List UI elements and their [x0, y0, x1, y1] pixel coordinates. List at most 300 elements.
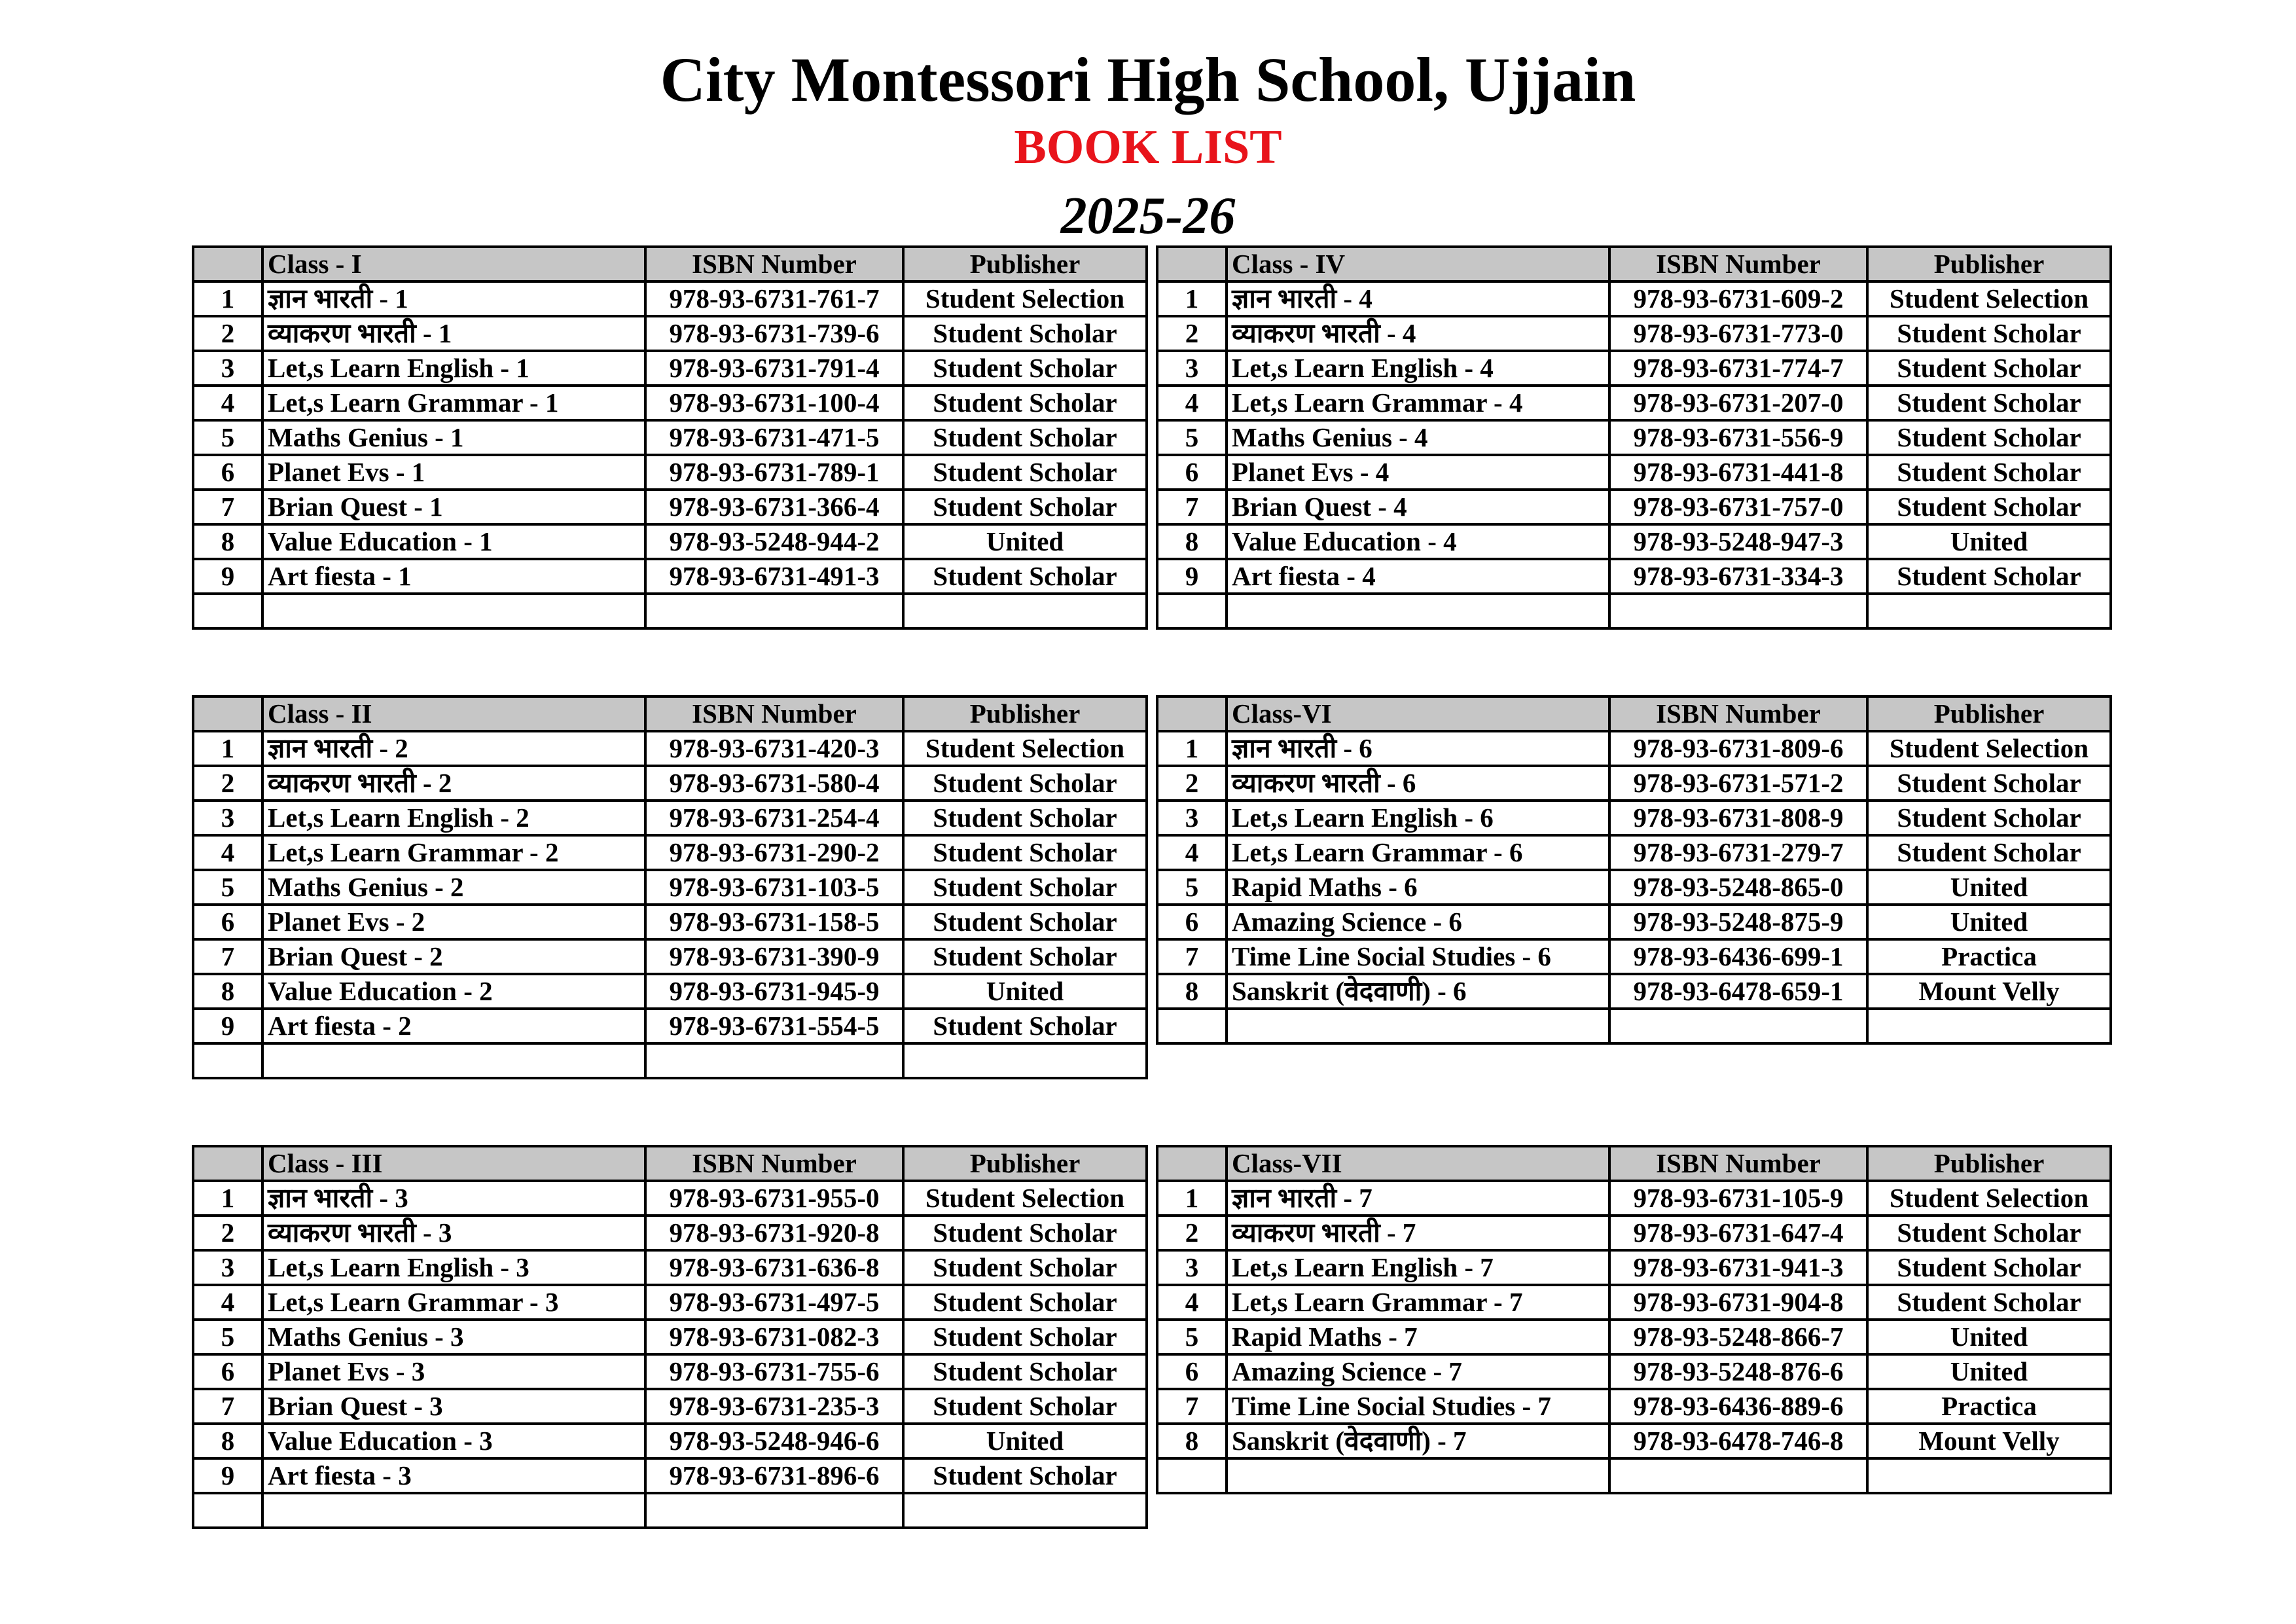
serial-number: 5: [1157, 870, 1227, 905]
table-row: [193, 1216, 1147, 1250]
table-row: [1157, 1354, 2111, 1389]
serial-number: 2: [193, 316, 262, 351]
isbn-number: [645, 1043, 903, 1078]
isbn-number: 978-93-6731-420-3: [645, 731, 903, 766]
school-name: City Montessori High School, Ujjain: [660, 45, 1636, 115]
serial-number: 7: [193, 939, 262, 974]
table-row: [1157, 455, 2111, 490]
serial-number: [1157, 1458, 1227, 1493]
isbn-number: 978-93-5248-946-6: [645, 1424, 903, 1458]
book-title: Sanskrit (वेदवाणी) - 7: [1227, 1424, 1609, 1458]
serial-number: 9: [1157, 559, 1227, 594]
serial-number: 7: [1157, 1389, 1227, 1424]
isbn-number: 978-93-6731-103-5: [645, 870, 903, 905]
publisher: United: [1867, 905, 2111, 939]
publisher: Student Scholar: [1867, 386, 2111, 420]
publisher: United: [1867, 524, 2111, 559]
book-title: [1227, 594, 1609, 628]
table-row: [193, 1181, 1147, 1216]
serial-number: 4: [1157, 1285, 1227, 1320]
book-title: Amazing Science - 7: [1227, 1354, 1609, 1389]
serial-number: [1157, 594, 1227, 628]
publisher: Student Scholar: [903, 1250, 1147, 1285]
publisher: Student Scholar: [903, 316, 1147, 351]
table-row: [1157, 905, 2111, 939]
table-row: [193, 281, 1147, 316]
academic-year: 2025-26: [1060, 187, 1236, 245]
book-title: Planet Evs - 3: [262, 1354, 645, 1389]
publisher-column-header: Publisher: [903, 696, 1147, 731]
book-title: Brian Quest - 4: [1227, 490, 1609, 524]
isbn-number: 978-93-6731-334-3: [1609, 559, 1867, 594]
publisher: Student Scholar: [903, 1354, 1147, 1389]
serial-number: 6: [1157, 905, 1227, 939]
table-row: [193, 316, 1147, 351]
publisher: Student Selection: [903, 281, 1147, 316]
class-label: Class - IV: [1227, 247, 1609, 281]
serial-number: 3: [1157, 1250, 1227, 1285]
table-row: [193, 1458, 1147, 1493]
publisher: United: [1867, 1320, 2111, 1354]
serial-number: 2: [1157, 766, 1227, 801]
publisher: Student Scholar: [903, 386, 1147, 420]
table-row: [1157, 524, 2111, 559]
table-row: [193, 594, 1147, 628]
serial-number: 8: [1157, 1424, 1227, 1458]
book-title: Art fiesta - 2: [262, 1009, 645, 1043]
publisher-column-header: Publisher: [903, 247, 1147, 281]
book-title: Maths Genius - 4: [1227, 420, 1609, 455]
publisher: [1867, 594, 2111, 628]
isbn-number: 978-93-6731-366-4: [645, 490, 903, 524]
table-row: [193, 420, 1147, 455]
publisher: United: [903, 974, 1147, 1009]
publisher-column-header: Publisher: [1867, 247, 2111, 281]
publisher: Student Scholar: [1867, 1285, 2111, 1320]
publisher: Student Selection: [903, 1181, 1147, 1216]
isbn-number: 978-93-6731-290-2: [645, 835, 903, 870]
table-row: [193, 1424, 1147, 1458]
book-title: Let,s Learn Grammar - 1: [262, 386, 645, 420]
serial-number: 8: [1157, 524, 1227, 559]
publisher: Student Scholar: [903, 1458, 1147, 1493]
serial-number: 6: [193, 1354, 262, 1389]
serial-number: 4: [1157, 835, 1227, 870]
isbn-number: 978-93-6731-100-4: [645, 386, 903, 420]
serial-number: 7: [1157, 490, 1227, 524]
serial-number: 2: [1157, 1216, 1227, 1250]
serial-number: 8: [193, 1424, 262, 1458]
table-row: [193, 835, 1147, 870]
isbn-column-header: ISBN Number: [1609, 696, 1867, 731]
serial-number: 1: [1157, 1181, 1227, 1216]
book-title: ज्ञान भारती - 4: [1227, 281, 1609, 316]
publisher: Student Selection: [1867, 731, 2111, 766]
isbn-number: 978-93-6731-571-2: [1609, 766, 1867, 801]
book-title: ज्ञान भारती - 6: [1227, 731, 1609, 766]
document-title: BOOK LIST: [1014, 120, 1282, 174]
table-row: [193, 351, 1147, 386]
table-row: [193, 1285, 1147, 1320]
publisher: United: [1867, 1354, 2111, 1389]
book-title: व्याकरण भारती - 4: [1227, 316, 1609, 351]
serial-number: 1: [1157, 281, 1227, 316]
serial-header: [1157, 696, 1227, 731]
serial-number: 3: [1157, 801, 1227, 835]
isbn-column-header: ISBN Number: [1609, 1146, 1867, 1181]
table-row: [193, 1493, 1147, 1528]
book-title: व्याकरण भारती - 1: [262, 316, 645, 351]
book-title: [262, 1493, 645, 1528]
publisher: Student Scholar: [903, 351, 1147, 386]
serial-number: 2: [193, 766, 262, 801]
isbn-number: 978-93-5248-947-3: [1609, 524, 1867, 559]
publisher: Student Scholar: [1867, 766, 2111, 801]
serial-number: 2: [193, 1216, 262, 1250]
isbn-number: 978-93-6731-254-4: [645, 801, 903, 835]
book-title: Maths Genius - 3: [262, 1320, 645, 1354]
publisher: Student Scholar: [903, 1216, 1147, 1250]
table-row: [1157, 594, 2111, 628]
isbn-number: 978-93-6731-896-6: [645, 1458, 903, 1493]
serial-header: [1157, 1146, 1227, 1181]
isbn-number: 978-93-6731-789-1: [645, 455, 903, 490]
publisher: Student Selection: [1867, 1181, 2111, 1216]
table-row: [1157, 801, 2111, 835]
isbn-number: 978-93-6731-082-3: [645, 1320, 903, 1354]
serial-number: 3: [1157, 351, 1227, 386]
isbn-number: 978-93-6436-699-1: [1609, 939, 1867, 974]
class-label: Class - II: [262, 696, 645, 731]
isbn-column-header: ISBN Number: [645, 247, 903, 281]
publisher: Mount Velly: [1867, 1424, 2111, 1458]
table-row: [193, 939, 1147, 974]
book-title: Brian Quest - 3: [262, 1389, 645, 1424]
table-row: [1157, 559, 2111, 594]
publisher-column-header: Publisher: [1867, 696, 2111, 731]
isbn-number: 978-93-6731-471-5: [645, 420, 903, 455]
isbn-number: 978-93-6731-105-9: [1609, 1181, 1867, 1216]
serial-number: 5: [193, 1320, 262, 1354]
publisher: [1867, 1009, 2111, 1043]
serial-number: 7: [1157, 939, 1227, 974]
isbn-number: 978-93-6731-441-8: [1609, 455, 1867, 490]
publisher: United: [903, 524, 1147, 559]
book-title: Value Education - 1: [262, 524, 645, 559]
isbn-number: 978-93-6731-609-2: [1609, 281, 1867, 316]
serial-number: 1: [193, 281, 262, 316]
table-row: [1157, 1216, 2111, 1250]
serial-header: [1157, 247, 1227, 281]
table-row: [1157, 420, 2111, 455]
isbn-number: 978-93-6436-889-6: [1609, 1389, 1867, 1424]
publisher: Student Scholar: [1867, 835, 2111, 870]
serial-number: 3: [193, 801, 262, 835]
book-title: Value Education - 4: [1227, 524, 1609, 559]
publisher: Student Scholar: [903, 905, 1147, 939]
table-row: [1157, 1320, 2111, 1354]
serial-number: [193, 1043, 262, 1078]
isbn-number: 978-93-6731-791-4: [645, 351, 903, 386]
book-title: Value Education - 3: [262, 1424, 645, 1458]
isbn-number: 978-93-5248-866-7: [1609, 1320, 1867, 1354]
book-title: Let,s Learn Grammar - 7: [1227, 1285, 1609, 1320]
table-row: [1157, 939, 2111, 974]
publisher: Student Scholar: [903, 835, 1147, 870]
serial-number: 5: [1157, 1320, 1227, 1354]
table-row: [193, 1250, 1147, 1285]
serial-number: 6: [193, 455, 262, 490]
serial-number: 5: [1157, 420, 1227, 455]
table-row: [193, 386, 1147, 420]
isbn-number: [1609, 1009, 1867, 1043]
publisher: Student Scholar: [1867, 351, 2111, 386]
book-title: Art fiesta - 4: [1227, 559, 1609, 594]
table-row: [193, 524, 1147, 559]
isbn-number: 978-93-6731-761-7: [645, 281, 903, 316]
book-title: Let,s Learn English - 3: [262, 1250, 645, 1285]
isbn-number: 978-93-6731-491-3: [645, 559, 903, 594]
publisher-column-header: Publisher: [1867, 1146, 2111, 1181]
isbn-number: 978-93-6731-945-9: [645, 974, 903, 1009]
publisher: Practica: [1867, 939, 2111, 974]
book-title: Let,s Learn Grammar - 2: [262, 835, 645, 870]
publisher: Student Scholar: [1867, 1216, 2111, 1250]
class-label: Class-VI: [1227, 696, 1609, 731]
table-row: [193, 905, 1147, 939]
table-row: [193, 766, 1147, 801]
serial-header: [193, 1146, 262, 1181]
book-title: Let,s Learn English - 1: [262, 351, 645, 386]
book-title: Let,s Learn Grammar - 3: [262, 1285, 645, 1320]
table-row: [1157, 731, 2111, 766]
publisher: Student Scholar: [1867, 801, 2111, 835]
table-row: [1157, 974, 2111, 1009]
class-label: Class - III: [262, 1146, 645, 1181]
isbn-number: 978-93-6478-659-1: [1609, 974, 1867, 1009]
isbn-number: [1609, 594, 1867, 628]
table-row: [1157, 1285, 2111, 1320]
isbn-number: 978-93-6731-955-0: [645, 1181, 903, 1216]
table-row: [1157, 386, 2111, 420]
table-row: [193, 1009, 1147, 1043]
table-row: [1157, 1250, 2111, 1285]
publisher: [1867, 1458, 2111, 1493]
serial-number: 5: [193, 870, 262, 905]
serial-number: [193, 594, 262, 628]
book-title: व्याकरण भारती - 6: [1227, 766, 1609, 801]
table-header-row: [193, 1146, 1147, 1181]
table-row: [193, 1043, 1147, 1078]
isbn-number: 978-93-6731-279-7: [1609, 835, 1867, 870]
table-row: [193, 801, 1147, 835]
book-title: Art fiesta - 1: [262, 559, 645, 594]
table-row: [193, 455, 1147, 490]
book-title: Brian Quest - 1: [262, 490, 645, 524]
book-title: व्याकरण भारती - 2: [262, 766, 645, 801]
publisher: Student Selection: [1867, 281, 2111, 316]
book-title: Let,s Learn English - 7: [1227, 1250, 1609, 1285]
serial-number: 6: [1157, 1354, 1227, 1389]
isbn-number: 978-93-6731-774-7: [1609, 351, 1867, 386]
isbn-number: 978-93-5248-865-0: [1609, 870, 1867, 905]
book-title: ज्ञान भारती - 1: [262, 281, 645, 316]
publisher: Student Scholar: [903, 870, 1147, 905]
serial-number: 3: [193, 1250, 262, 1285]
book-title: Value Education - 2: [262, 974, 645, 1009]
table-header-row: [1157, 1146, 2111, 1181]
publisher: Student Scholar: [903, 1009, 1147, 1043]
publisher: Student Scholar: [903, 1389, 1147, 1424]
publisher: Student Scholar: [903, 1320, 1147, 1354]
book-title: Art fiesta - 3: [262, 1458, 645, 1493]
isbn-number: [1609, 1458, 1867, 1493]
book-title: ज्ञान भारती - 3: [262, 1181, 645, 1216]
isbn-number: 978-93-6731-941-3: [1609, 1250, 1867, 1285]
publisher: Student Scholar: [903, 766, 1147, 801]
isbn-number: 978-93-6731-647-4: [1609, 1216, 1867, 1250]
publisher: Student Selection: [903, 731, 1147, 766]
table-row: [1157, 316, 2111, 351]
table-header-row: [193, 696, 1147, 731]
serial-number: 8: [1157, 974, 1227, 1009]
isbn-number: 978-93-5248-875-9: [1609, 905, 1867, 939]
serial-number: 5: [193, 420, 262, 455]
publisher: Student Scholar: [903, 455, 1147, 490]
book-table-class-7: [1156, 1145, 2112, 1494]
serial-number: 8: [193, 974, 262, 1009]
table-header-row: [193, 247, 1147, 281]
book-title: Rapid Maths - 6: [1227, 870, 1609, 905]
book-table-class-3: [192, 1145, 1148, 1529]
isbn-number: 978-93-6731-739-6: [645, 316, 903, 351]
isbn-number: 978-93-5248-944-2: [645, 524, 903, 559]
book-table-class-6: [1156, 695, 2112, 1045]
book-title: [1227, 1458, 1609, 1493]
table-row: [1157, 766, 2111, 801]
publisher: United: [903, 1424, 1147, 1458]
serial-number: 9: [193, 1458, 262, 1493]
serial-header: [193, 696, 262, 731]
table-row: [1157, 1424, 2111, 1458]
serial-header: [193, 247, 262, 281]
book-title: Maths Genius - 2: [262, 870, 645, 905]
serial-number: 1: [1157, 731, 1227, 766]
isbn-number: [645, 594, 903, 628]
isbn-column-header: ISBN Number: [645, 1146, 903, 1181]
isbn-number: 978-93-6731-920-8: [645, 1216, 903, 1250]
table-row: [193, 490, 1147, 524]
table-header-row: [1157, 247, 2111, 281]
book-title: Maths Genius - 1: [262, 420, 645, 455]
book-title: Let,s Learn English - 6: [1227, 801, 1609, 835]
publisher: Student Scholar: [903, 420, 1147, 455]
table-row: [1157, 1389, 2111, 1424]
serial-number: 3: [193, 351, 262, 386]
isbn-number: 978-93-6731-636-8: [645, 1250, 903, 1285]
book-title: व्याकरण भारती - 7: [1227, 1216, 1609, 1250]
book-table-class-1: [192, 245, 1148, 630]
isbn-number: 978-93-6731-757-0: [1609, 490, 1867, 524]
isbn-number: 978-93-6731-755-6: [645, 1354, 903, 1389]
isbn-column-header: ISBN Number: [1609, 247, 1867, 281]
publisher: Mount Velly: [1867, 974, 2111, 1009]
book-title: Sanskrit (वेदवाणी) - 6: [1227, 974, 1609, 1009]
book-title: Let,s Learn Grammar - 6: [1227, 835, 1609, 870]
table-row: [1157, 870, 2111, 905]
table-row: [193, 1354, 1147, 1389]
book-title: Planet Evs - 1: [262, 455, 645, 490]
serial-number: 1: [193, 731, 262, 766]
table-row: [1157, 1458, 2111, 1493]
publisher: [903, 594, 1147, 628]
publisher: Student Scholar: [1867, 1250, 2111, 1285]
book-title: ज्ञान भारती - 2: [262, 731, 645, 766]
table-row: [1157, 835, 2111, 870]
publisher: Student Scholar: [903, 490, 1147, 524]
isbn-number: 978-93-6731-497-5: [645, 1285, 903, 1320]
isbn-number: 978-93-6731-554-5: [645, 1009, 903, 1043]
table-row: [1157, 1181, 2111, 1216]
serial-number: 4: [193, 1285, 262, 1320]
publisher: Student Scholar: [1867, 559, 2111, 594]
book-title: Brian Quest - 2: [262, 939, 645, 974]
publisher: Student Scholar: [1867, 455, 2111, 490]
serial-number: 8: [193, 524, 262, 559]
book-title: Time Line Social Studies - 7: [1227, 1389, 1609, 1424]
serial-number: 7: [193, 1389, 262, 1424]
isbn-number: 978-93-6731-207-0: [1609, 386, 1867, 420]
serial-number: 4: [193, 835, 262, 870]
table-row: [193, 870, 1147, 905]
isbn-number: 978-93-6731-904-8: [1609, 1285, 1867, 1320]
isbn-number: 978-93-6731-390-9: [645, 939, 903, 974]
table-row: [1157, 351, 2111, 386]
table-row: [193, 731, 1147, 766]
publisher: Practica: [1867, 1389, 2111, 1424]
isbn-number: 978-93-6731-809-6: [1609, 731, 1867, 766]
serial-number: 9: [193, 1009, 262, 1043]
serial-number: [193, 1493, 262, 1528]
publisher: Student Scholar: [903, 801, 1147, 835]
table-row: [1157, 1009, 2111, 1043]
serial-number: 4: [193, 386, 262, 420]
book-title: Let,s Learn English - 4: [1227, 351, 1609, 386]
serial-number: 7: [193, 490, 262, 524]
book-title: [262, 1043, 645, 1078]
book-title: [262, 594, 645, 628]
isbn-number: 978-93-6731-580-4: [645, 766, 903, 801]
isbn-number: [645, 1493, 903, 1528]
publisher: Student Scholar: [1867, 420, 2111, 455]
table-row: [1157, 281, 2111, 316]
class-label: Class - I: [262, 247, 645, 281]
table-row: [193, 559, 1147, 594]
book-table-class-2: [192, 695, 1148, 1079]
publisher: [903, 1493, 1147, 1528]
serial-number: 6: [193, 905, 262, 939]
book-title: Let,s Learn Grammar - 4: [1227, 386, 1609, 420]
publisher: Student Scholar: [1867, 490, 2111, 524]
book-title: [1227, 1009, 1609, 1043]
book-title: Time Line Social Studies - 6: [1227, 939, 1609, 974]
isbn-number: 978-93-6731-556-9: [1609, 420, 1867, 455]
serial-number: [1157, 1009, 1227, 1043]
book-title: Rapid Maths - 7: [1227, 1320, 1609, 1354]
book-title: व्याकरण भारती - 3: [262, 1216, 645, 1250]
book-title: ज्ञान भारती - 7: [1227, 1181, 1609, 1216]
table-header-row: [1157, 696, 2111, 731]
